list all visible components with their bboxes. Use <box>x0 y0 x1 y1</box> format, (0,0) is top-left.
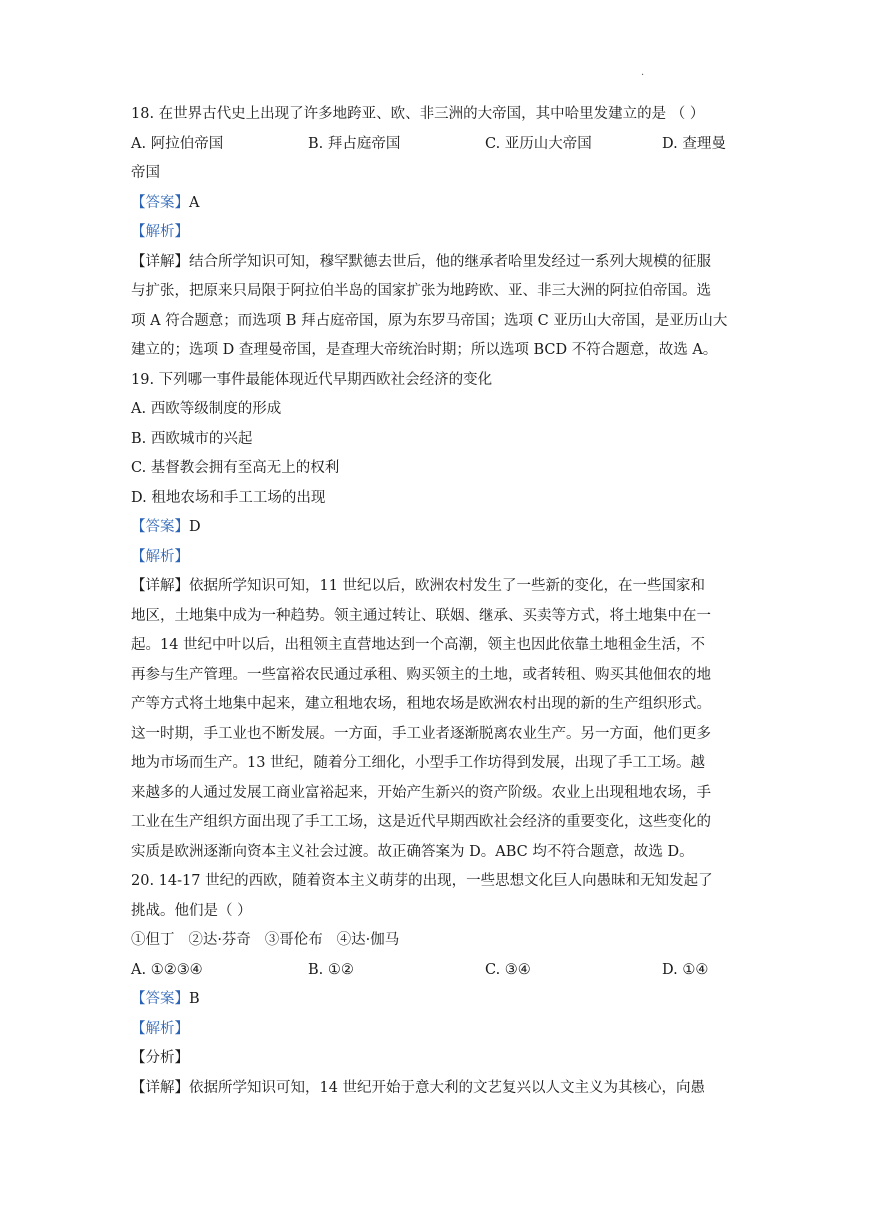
q20-detail-text-1: 依据所学知识可知，14 世纪开始于意大利的文艺复兴以人文主义为其核心，向愚 <box>189 1079 706 1096</box>
q20-option-d: D. ①④ <box>662 961 709 978</box>
q19-answer <box>131 513 737 543</box>
q18-answer <box>131 189 737 219</box>
q20-option-b: B. ①② <box>308 961 354 978</box>
answer-tag: 【答案】 <box>131 519 189 535</box>
q19-detail-line-5: 产等方式将土地集中起来，建立租地农场，租地农场是欧洲农村出现的新的生产组织形式。 <box>131 696 711 712</box>
q20-stem-line-1: 20. 14-17 世纪的西欧，随着资本主义萌芽的出现，一些思想文化巨人向愚昧和无知发起了 <box>131 873 713 889</box>
q19-detail-line-3: 起。14 世纪中叶以后，出租领主直营地达到一个高潮，领主也因此依靠土地租金生活，不 <box>131 637 706 653</box>
q18-analysis <box>131 218 737 248</box>
analysis2-tag: 【分析】 <box>131 1050 189 1066</box>
q19-detail-line-10: 实质是欧洲逐渐向资本主义社会过渡。故正确答案为 D。ABC 均不符合题意，故选 D。 <box>131 843 694 860</box>
q18-detail-line-4: 建立的；选项 D 查理曼帝国，是查理大帝统治时期；所以选项 BCD 不符合题意，故选 A。 <box>131 342 718 358</box>
page-marker: · <box>641 70 645 81</box>
q18-option-a: A. 阿拉伯帝国 <box>131 135 224 152</box>
q20-option-c: C. ③④ <box>485 961 531 978</box>
answer-tag: 【答案】 <box>131 991 189 1007</box>
analysis-tag: 【解析】 <box>131 548 189 565</box>
analysis-tag: 【解析】 <box>131 1020 189 1037</box>
q19-stem: 19. 下列哪一事件最能体现近代早期西欧社会经济的变化 <box>131 371 493 388</box>
answer-tag: 【答案】 <box>131 194 189 211</box>
analysis-tag: 【解析】 <box>131 224 189 240</box>
q19-detail-line-9: 工业在生产组织方面出现了手工工场，这是近代早期西欧社会经济的重要变化，这些变化的 <box>131 814 711 830</box>
q20-options <box>131 956 737 986</box>
q18-stem: 18. 在世界古代史上出现了许多地跨亚、欧、非三洲的大帝国，其中哈里发建立的是 （ ） <box>131 106 705 122</box>
q18-option-b: B. 拜占庭帝国 <box>308 135 401 152</box>
q19-option-c: C. 基督教会拥有至高无上的权利 <box>131 460 340 476</box>
q19-detail-line-6: 这一时期，手工业也不断发展。一方面，手工业者逐渐脱离农业生产。另一方面，他们更多 <box>131 725 711 742</box>
q18-option-c: C. 亚历山大帝国 <box>485 135 592 152</box>
q20-analysis2 <box>131 1044 737 1074</box>
q18-detail-line-1 <box>131 248 737 278</box>
q18-answer-value: A <box>189 194 200 211</box>
q18-detail-text-1: 结合所学知识可知，穆罕默德去世后，他的继承者哈里发经过一系列大规模的征服 <box>189 253 711 270</box>
q19-option-d: D. 租地农场和手工工场的出现 <box>131 489 326 506</box>
q19-detail-line-7: 地为市场而生产。13 世纪，随着分工细化，小型手工作坊得到发展，出现了手工工场。越 <box>131 755 706 771</box>
q20-stem-line-2: 挑战。他们是（ ） <box>131 902 252 919</box>
q19-detail-line-4: 再参与生产管理。一些富裕农民通过承租、购买领主的土地，或者转租、购买其他佃农的地 <box>131 666 711 683</box>
q18-detail-line-3: 项 A 符合题意；而选项 B 拜占庭帝国，原为东罗马帝国；选项 C 亚历山大帝国，是亚历山大 <box>131 312 728 329</box>
q18-option-d: D. 查理曼 <box>662 135 726 152</box>
q20-detail-line-1 <box>131 1074 737 1104</box>
q19-detail-line-8: 来越多的人通过发展工商业富裕起来，开始产生新兴的资产阶级。农业上出现租地农场，手 <box>131 784 711 801</box>
q20-answer-value: B <box>189 991 200 1007</box>
q20-items: ①但丁 ②达·芬奇 ③哥伦布 ④达·伽马 <box>131 932 400 948</box>
detail-tag: 【详解】 <box>131 253 189 270</box>
q19-analysis <box>131 543 737 573</box>
q18-option-d-wrap: 帝国 <box>131 165 160 181</box>
detail-tag: 【详解】 <box>131 1079 189 1096</box>
q18-options <box>131 130 737 160</box>
q19-detail-line-1 <box>131 572 737 602</box>
q18-detail-line-2: 与扩张，把原来只局限于阿拉伯半岛的国家扩张为地跨欧、亚、非三大洲的阿拉伯帝国。选 <box>131 283 711 299</box>
q19-option-a: A. 西欧等级制度的形成 <box>131 401 282 417</box>
q20-answer <box>131 985 737 1015</box>
q20-option-a: A. ①②③④ <box>131 961 203 978</box>
q20-analysis <box>131 1015 737 1045</box>
q19-option-b: B. 西欧城市的兴起 <box>131 430 253 447</box>
q19-detail-line-2: 地区，土地集中成为一种趋势。领主通过转让、联姻、继承、买卖等方式，将土地集中在一 <box>131 607 711 624</box>
document-content <box>131 100 737 1103</box>
detail-tag: 【详解】 <box>131 578 189 594</box>
q19-answer-value: D <box>189 519 201 535</box>
q19-detail-text-1: 依据所学知识可知，11 世纪以后，欧洲农村发生了一些新的变化，在一些国家和 <box>189 578 706 594</box>
